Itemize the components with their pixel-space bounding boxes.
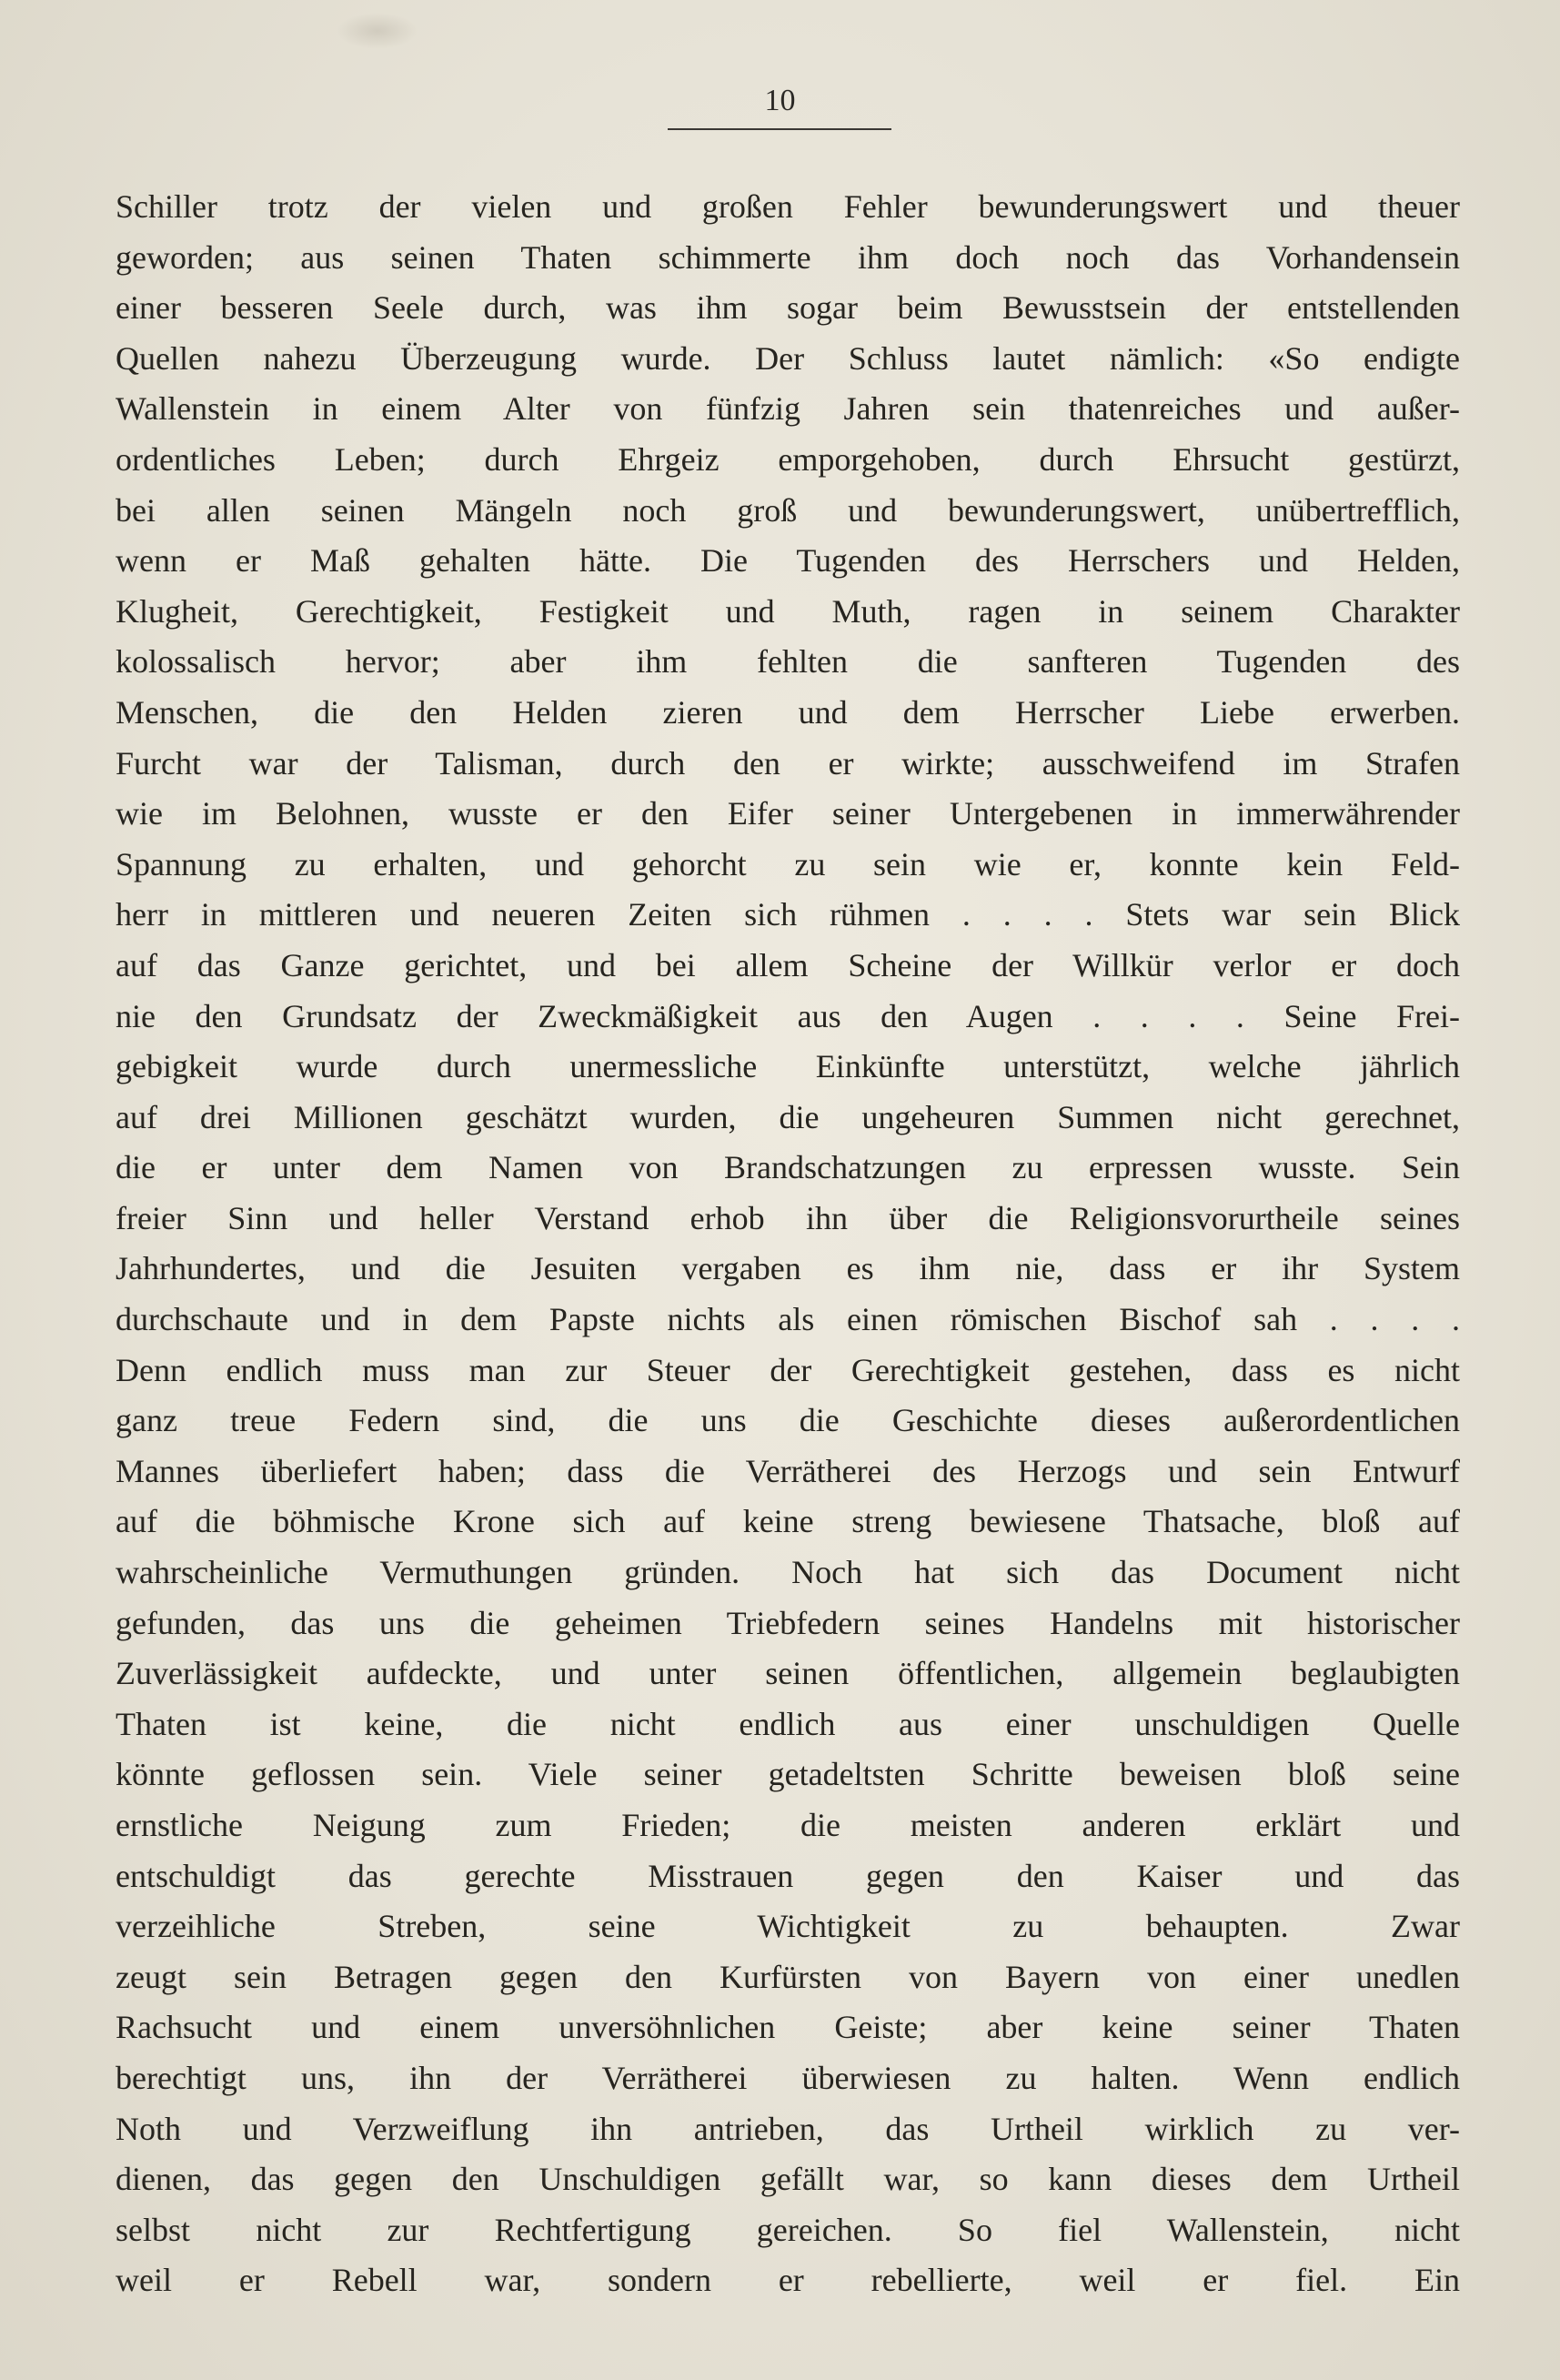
text-line: wie im Belohnen, wusste er den Eifer seiner Untergebenen in immerwährender (116, 795, 1460, 832)
text-line: Denn endlich muss man zur Steuer der Gerechtigkeit gestehen, dass es nicht (116, 1351, 1460, 1388)
page-number-rule (668, 128, 891, 130)
text-line: Quellen nahezu Überzeugung wurde. Der Schluss lautet nämlich: «So endigte (116, 339, 1460, 377)
text-line: ernstliche Neigung zum Frieden; die meisten anderen erklärt und (116, 1807, 1460, 1843)
text-line: auf das Ganze gerichtet, und bei allem Scheine der Willkür verlor er doch (116, 946, 1460, 983)
text-line: Furcht war der Talisman, durch den er wirkte; ausschweifend im Strafen (116, 744, 1460, 782)
text-line: Jahrhundertes, und die Jesuiten vergaben es ihm nie, dass er ihr System (116, 1250, 1460, 1287)
text-line: zeugt sein Betragen gegen den Kurfürsten von Bayern von einer unedlen (116, 1958, 1460, 1995)
text-line: durchschaute und in dem Papste nichts als einen römischen Bischof sah . . . . (116, 1301, 1460, 1338)
text-line: Menschen, die den Helden zieren und dem Herrscher Liebe erwerben. (116, 693, 1460, 731)
text-line: bei allen seinen Mängeln noch groß und bewunderungswert, unübertrefflich, (116, 491, 1460, 529)
text-line: Schiller trotz der vielen und großen Fehler bewunderungswert und theuer (116, 188, 1460, 225)
text-line: ordentliches Leben; durch Ehrgeiz emporgehoben, durch Ehrsucht gestürzt, (116, 440, 1460, 478)
text-line: verzeihliche Streben, seine Wichtigkeit zu behaupten. Zwar (116, 1908, 1460, 1945)
text-line: berechtigt uns, ihn der Verrätherei überwiesen zu halten. Wenn endlich (116, 2059, 1460, 2096)
text-line: gefunden, das uns die geheimen Triebfedern seines Handelns mit historischer (116, 1604, 1460, 1641)
body-text (116, 182, 1460, 2306)
text-line: selbst nicht zur Rechtfertigung gereichen. So fiel Wallenstein, nicht (116, 2211, 1460, 2248)
text-line: ganz treue Federn sind, die uns die Geschichte dieses außerordentlichen (116, 1402, 1460, 1439)
text-line: entschuldigt das gerechte Misstrauen gegen den Kaiser und das (116, 1857, 1460, 1894)
text-line: Wallenstein in einem Alter von fünfzig Jahren sein thatenreiches und außer- (116, 390, 1460, 428)
text-line: die er unter dem Namen von Brandschatzungen zu erpressen wusste. Sein (116, 1149, 1460, 1186)
text-line: auf die böhmische Krone sich auf keine streng bewiesene Thatsache, bloß auf (116, 1503, 1460, 1540)
text-line: Zuverlässigkeit aufdeckte, und unter seinen öffentlichen, allgemein beglaubigten (116, 1655, 1460, 1692)
text-line: Rachsucht und einem unversöhnlichen Geiste; aber keine seiner Thaten (116, 2009, 1460, 2046)
text-line: wenn er Maß gehalten hätte. Die Tugenden des Herrschers und Helden, (116, 542, 1460, 580)
text-line: Noth und Verzweiflung ihn antrieben, das Urtheil wirklich zu ver- (116, 2110, 1460, 2147)
text-line: weil er Rebell war, sondern er rebellierte, weil er fiel. Ein (116, 2262, 1460, 2299)
text-line: könnte geflossen sein. Viele seiner getadeltsten Schritte beweisen bloß seine (116, 1756, 1460, 1793)
text-line: wahrscheinliche Vermuthungen gründen. Noch hat sich das Document nicht (116, 1554, 1460, 1591)
text-line: geworden; aus seinen Thaten schimmerte ihm doch noch das Vorhandensein (116, 238, 1460, 276)
text-line: einer besseren Seele durch, was ihm sogar beim Bewusstsein der entstellenden (116, 289, 1460, 327)
text-line: kolossalisch hervor; aber ihm fehlten die sanfteren Tugenden des (116, 643, 1460, 681)
text-line: herr in mittleren und neueren Zeiten sich rühmen . . . . Stets war sein Blick (116, 896, 1460, 933)
text-line: Spannung zu erhalten, und gehorcht zu sein wie er, konnte kein Feld- (116, 845, 1460, 882)
page-number: 10 (764, 84, 796, 117)
text-line: freier Sinn und heller Verstand erhob ihn über die Religionsvorurtheile seines (116, 1199, 1460, 1236)
text-line: Klugheit, Gerechtigkeit, Festigkeit und Muth, ragen in seinem Charakter (116, 592, 1460, 630)
text-line: Thaten ist keine, die nicht endlich aus einer unschuldigen Quelle (116, 1705, 1460, 1742)
text-line: gebigkeit wurde durch unermessliche Einkünfte unterstützt, welche jährlich (116, 1048, 1460, 1085)
paper-stain (337, 13, 418, 49)
text-line: auf drei Millionen geschätzt wurden, die ungeheuren Summen nicht gerechnet, (116, 1098, 1460, 1135)
text-line: Mannes überliefert haben; dass die Verrätherei des Herzogs und sein Entwurf (116, 1452, 1460, 1489)
text-line: nie den Grundsatz der Zweckmäßigkeit aus den Augen . . . . Seine Frei- (116, 997, 1460, 1034)
text-line: dienen, das gegen den Unschuldigen gefällt war, so kann dieses dem Urtheil (116, 2161, 1460, 2198)
